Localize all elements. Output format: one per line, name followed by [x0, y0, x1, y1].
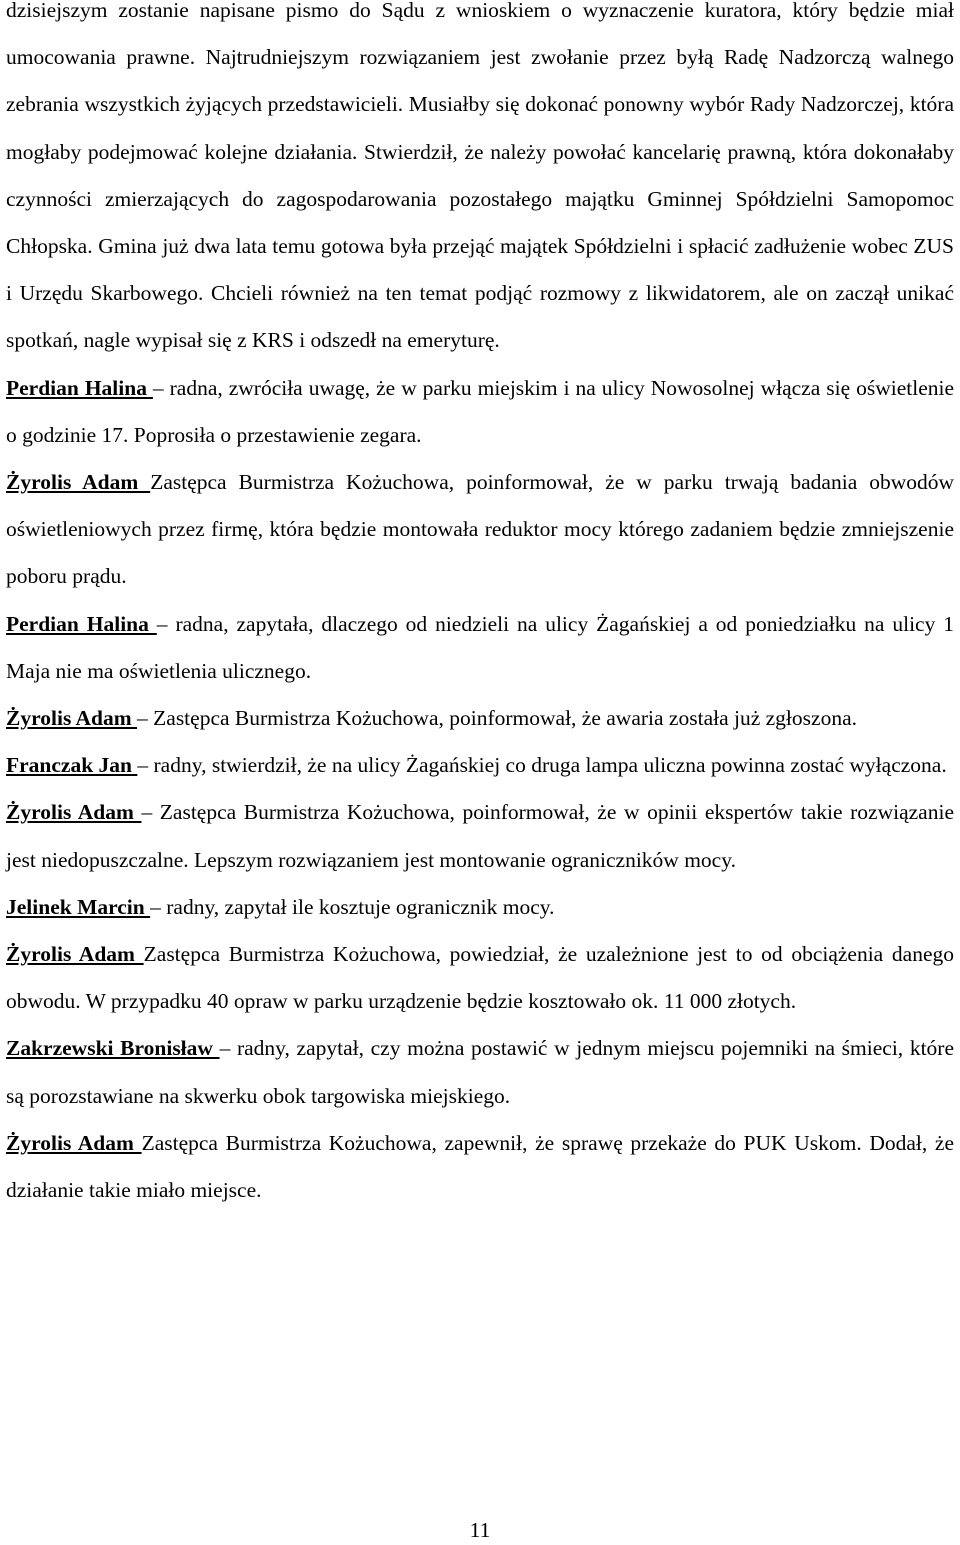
- speaker-name: Zakrzewski Bronisław: [6, 1036, 220, 1061]
- entry-paragraph: [6, 931, 954, 1025]
- speaker-name: Jelinek Marcin: [6, 894, 151, 919]
- speaker-name: Żyrolis Adam: [6, 942, 144, 967]
- entry-text: – radny, stwierdził, że na ulicy Żagańskiej co druga lampa uliczna powinna zostać wyłączona.: [137, 753, 947, 778]
- speaker-name: Perdian Halina: [6, 611, 157, 636]
- entry-text: – radna, zapytała, dlaczego od niedzieli na ulicy Żagańskiej a od poniedziałku na ulicy 1 Maja nie ma oświetlenia ulicznego.: [6, 611, 954, 683]
- entry-text: – Zastępca Burmistrza Kożuchowa, poinformował, że awaria została już zgłoszona.: [137, 706, 857, 731]
- entry-text: Zastępca Burmistrza Kożuchowa, poinformował, że w parku trwają badania obwodów oświetleniowych przez firmę, która będzie montowała reduktor mocy którego zadaniem będzie zmniejszenie poboru prądu.: [6, 470, 955, 589]
- speaker-name: Żyrolis Adam: [6, 706, 138, 731]
- entry-paragraph: [6, 695, 954, 742]
- speaker-name: Żyrolis Adam: [6, 1130, 142, 1155]
- entry-paragraph: [6, 789, 954, 883]
- speaker-name: Żyrolis Adam: [6, 800, 142, 825]
- entry-text: – radny, zapytał ile kosztuje ogranicznik mocy.: [150, 894, 555, 919]
- entry-paragraph: [6, 365, 954, 459]
- entry-paragraph: [6, 601, 954, 695]
- speaker-name: Perdian Halina: [6, 375, 153, 400]
- entry-paragraph: [6, 1025, 954, 1119]
- entry-text: – radna, zwróciła uwagę, że w parku miejskim i na ulicy Nowosolnej włącza się oświetlenie o godzinie 17. Poprosiła o przestawienie zegara.: [6, 375, 954, 447]
- entry-text: Zastępca Burmistrza Kożuchowa, powiedział, że uzależnione jest to od obciążenia danego obwodu. W przypadku 40 opraw w parku urządzenie będzie kosztowało ok. 11 000 złotych.: [6, 942, 954, 1014]
- intro-paragraph: dzisiejszym zostanie napisane pismo do Sądu z wnioskiem o wyznaczenie kuratora, który będzie miał umocowania prawne. Najtrudniejszym rozwiązaniem jest zwołanie przez byłą Radę Nadzorczą walnego zebrania wszystkich żyjących przedstawicieli. Musiałby się dokonać ponowny wybór Rady Nadzorczej, która mogłaby podejmować kolejne działania. Stwierdził, że należy powołać kancelarię prawną, która dokonałaby czynności zmierzających do zagospodarowania pozostałego majątku Gminnej Spółdzielni Samopomoc Chłopska. Gmina już dwa lata temu gotowa była przejąć majątek Spółdzielni i spłacić zadłużenie wobec ZUS i Urzędu Skarbowego. Chcieli również na ten temat podjąć rozmowy z likwidatorem, ale on zaczął unikać spotkań, nagle wypisał się z KRS i odszedł na emeryturę.: [6, 0, 954, 353]
- speaker-name: Franczak Jan: [6, 753, 138, 778]
- speaker-name: Żyrolis Adam: [6, 470, 151, 495]
- entry-text: – radny, zapytał, czy można postawić w jednym miejscu pojemniki na śmieci, które są porozstawiane na skwerku obok targowiska miejskiego.: [6, 1036, 954, 1108]
- document-body: [6, 0, 954, 1214]
- entry-text: Zastępca Burmistrza Kożuchowa, zapewnił, że sprawę przekaże do PUK Uskom. Dodał, że działanie takie miało miejsce.: [6, 1130, 955, 1203]
- entry-text: – Zastępca Burmistrza Kożuchowa, poinformował, że w opinii ekspertów takie rozwiązanie jest niedopuszczalne. Lepszym rozwiązaniem jest montowanie ograniczników mocy.: [6, 800, 954, 872]
- entry-paragraph: [6, 1120, 954, 1214]
- entry-paragraph: [6, 884, 954, 931]
- entry-paragraph: [6, 742, 954, 789]
- page-number: 11: [469, 1518, 491, 1542]
- entry-paragraph: [6, 459, 954, 601]
